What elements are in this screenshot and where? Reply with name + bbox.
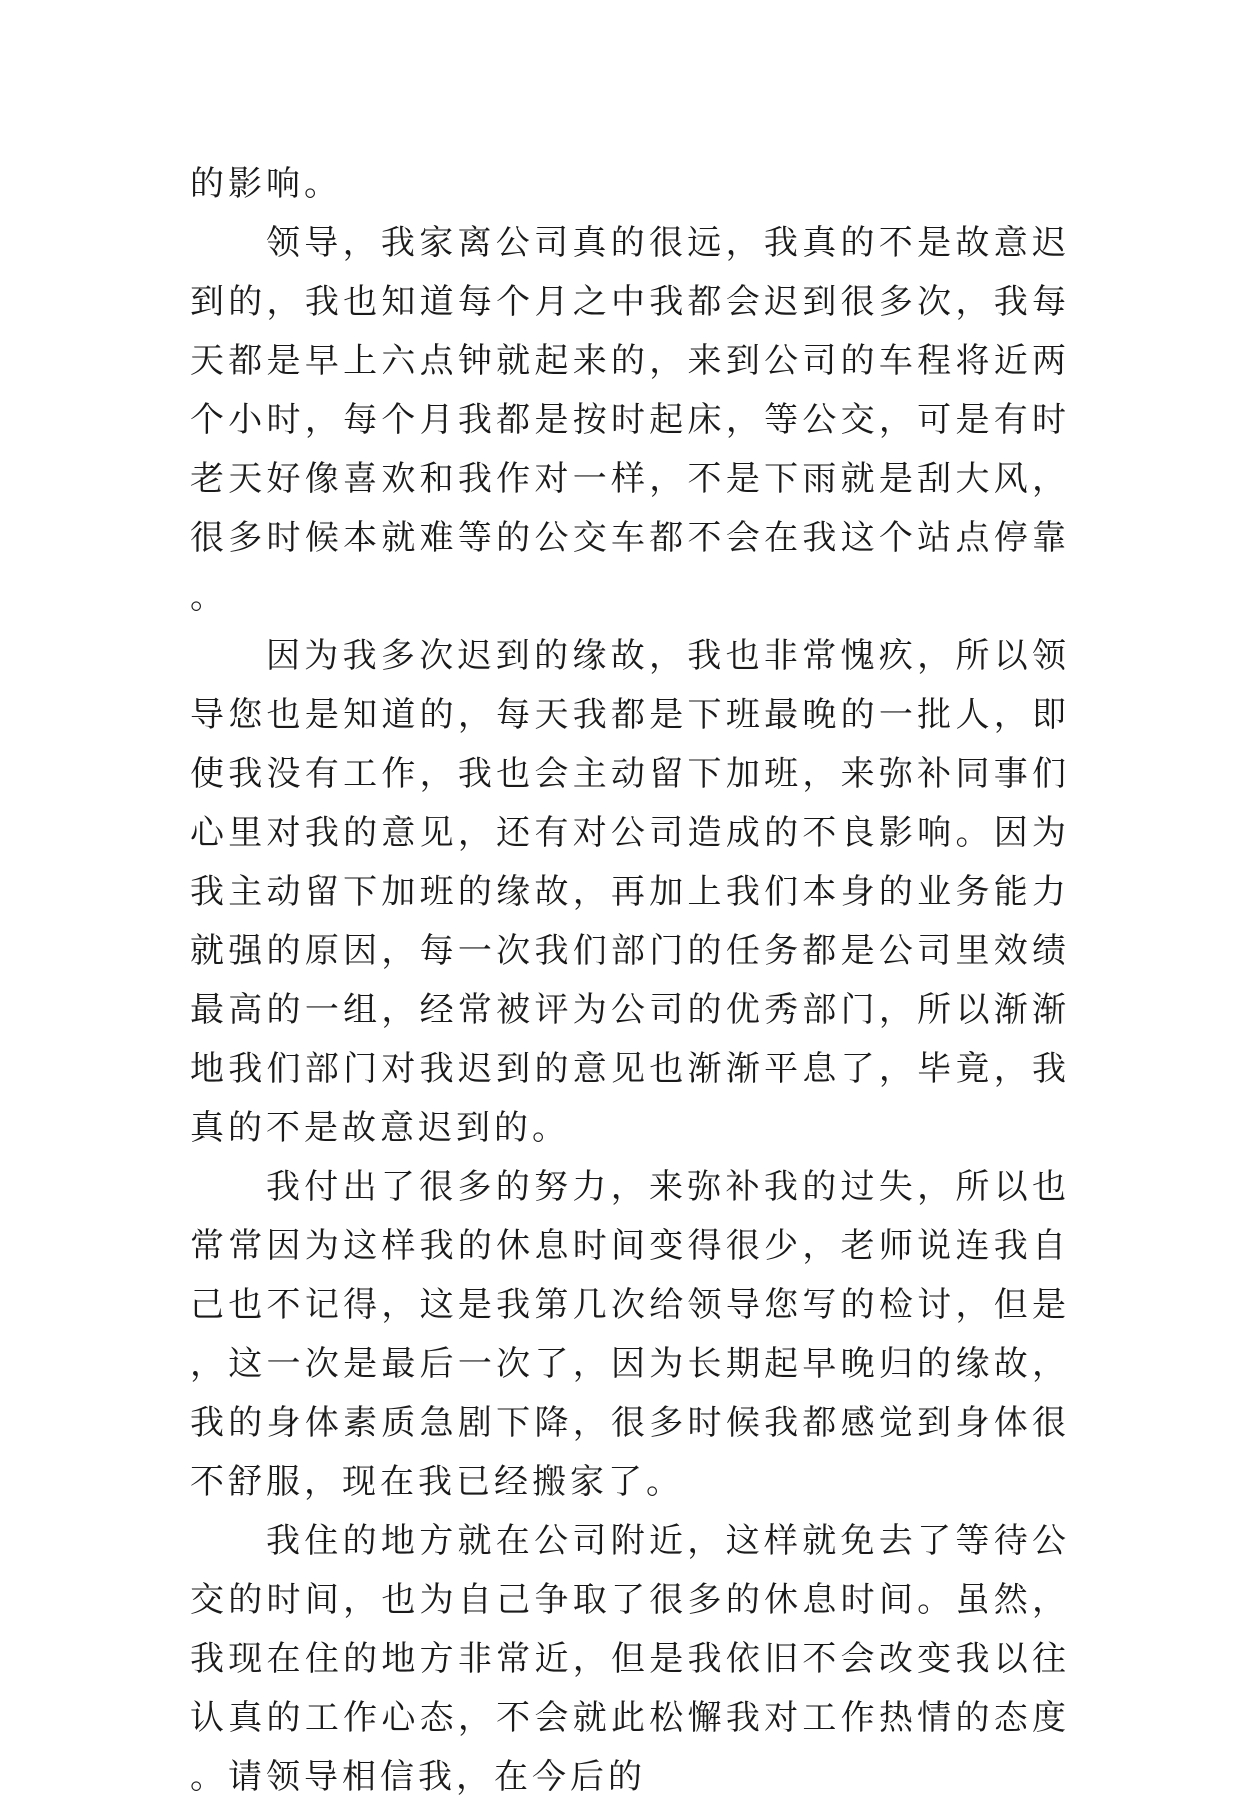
- document-body: [190, 155, 1070, 1807]
- paragraph-5: 我住的地方就在公司附近，这样就免去了等待公交的时间，也为自己争取了很多的休息时间。虽然，我现在住的地方非常近，但是我依旧不会改变我以往认真的工作心态，不会就此松懈我对工作热情的态度。请领导相信我，在今后的: [190, 1521, 1070, 1797]
- paragraph-1: 的影响。: [190, 164, 342, 204]
- paragraph-2: 领导，我家离公司真的很远，我真的不是故意迟到的，我也知道每个月之中我都会迟到很多次，我每天都是早上六点钟就起来的，来到公司的车程将近两个小时，每个月我都是按时起床，等公交，可是有时老天好像喜欢和我作对一样，不是下雨就是刮大风，很多时候本就难等的公交车都不会在我这个站点停靠。: [190, 223, 1070, 617]
- paragraph-3: 因为我多次迟到的缘故，我也非常愧疚，所以领导您也是知道的，每天我都是下班最晚的一批人，即使我没有工作，我也会主动留下加班，来弥补同事们心里对我的意见，还有对公司造成的不良影响。因为我主动留下加班的缘故，再加上我们本身的业务能力就强的原因，每一次我们部门的任务都是公司里效绩最高的一组，经常被评为公司的优秀部门，所以渐渐地我们部门对我迟到的意见也渐渐平息了，毕竟，我真的不是故意迟到的。: [190, 636, 1070, 1148]
- paragraph-4: 我付出了很多的努力，来弥补我的过失，所以也常常因为这样我的休息时间变得很少，老师说连我自己也不记得，这是我第几次给领导您写的检讨，但是，这一次是最后一次了，因为长期起早晚归的缘故，我的身体素质急剧下降，很多时候我都感觉到身体很不舒服，现在我已经搬家了。: [190, 1167, 1070, 1502]
